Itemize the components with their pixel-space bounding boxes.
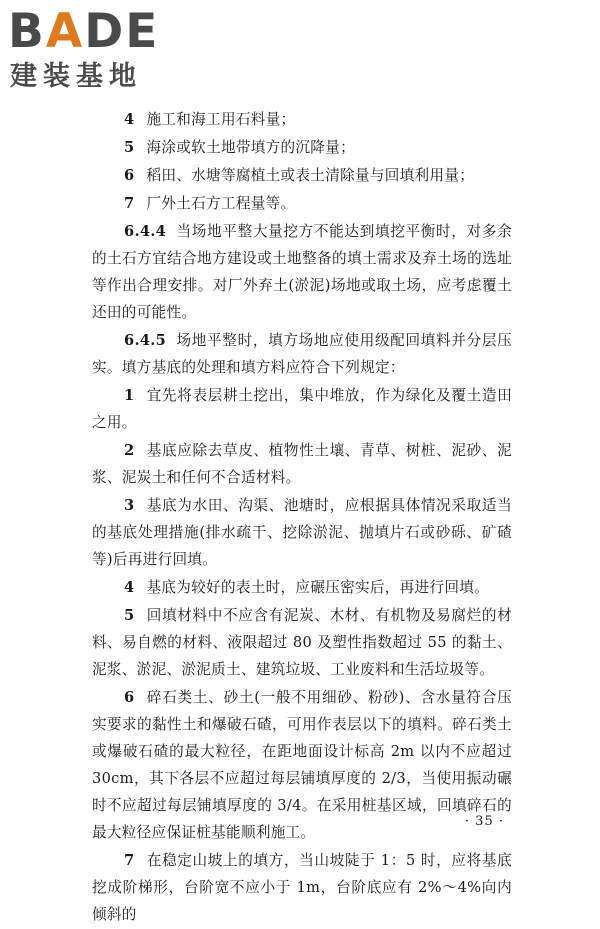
clause-number: 6.4.5	[124, 332, 167, 349]
document-body	[92, 106, 512, 929]
paragraph-text: 基底应除去草皮、植物性土壤、青草、树桩、泥砂、泥浆、泥炭土和任何不合适材料。	[92, 442, 512, 486]
logo-subtitle: 建装基地	[10, 61, 142, 92]
section-clause	[92, 327, 512, 381]
paragraph-text: 基底为较好的表土时，应碾压密实后，再进行回填。	[146, 579, 490, 596]
list-item	[92, 574, 512, 601]
list-item	[92, 134, 512, 161]
list-item	[92, 190, 512, 217]
paragraph-text: 施工和海工用石料量；	[146, 111, 296, 128]
paragraph-text: 场地平整时，填方场地应使用级配回填料并分层压实。填方基底的处理和填方料应符合下列规定：	[92, 332, 512, 376]
list-item	[92, 684, 512, 846]
item-number: 7	[124, 852, 135, 869]
paragraph-text: 回填材料中不应含有泥炭、木材、有机物及易腐烂的材料、易自燃的材料、液限超过 80 及塑性指数超过 55 的黏土、泥浆、淤泥、淤泥质土、建筑垃圾、工业废料和生活垃圾等。	[92, 607, 512, 678]
list-item	[92, 106, 512, 133]
list-item	[92, 847, 512, 928]
item-number: 5	[124, 139, 135, 156]
section-clause	[92, 218, 512, 326]
paragraph-text: 基底为水田、沟渠、池塘时，应根据具体情况采取适当的基底处理措施(排水疏干、挖除淤泥、抛填片石或砂砾、矿碴等)后再进行回填。	[92, 497, 512, 568]
paragraph-text: 碎石类土、砂土(一般不用细砂、粉砂)、含水量符合压实要求的黏性土和爆破石碴，可用作表层以下的填料。碎石类土或爆破石碴的最大粒径，在距地面设计标高 2m 以内不应超过 30cm，其下各层不应超过每层铺填厚度的 2/3，当使用振动碾时不应超过每层铺填厚度的 3/4。在采用桩基区域，回填碎石的最大粒径应保证桩基能顺利施工。	[92, 689, 512, 841]
item-number: 1	[124, 387, 135, 404]
list-item	[92, 492, 512, 573]
item-number: 4	[124, 579, 135, 596]
paragraph-text: 厂外土石方工程量等。	[146, 195, 296, 212]
list-item	[92, 162, 512, 189]
paragraph-text: 当场地平整大量挖方不能达到填挖平衡时，对多余的土石方宜结合地方建设或土地整备的填土需求及弃土场的选址等作出合理安排。对厂外弃土(淤泥)场地或取土场，应考虑覆土还田的可能性。	[92, 223, 512, 321]
item-number: 5	[124, 607, 135, 624]
list-item	[92, 602, 512, 683]
paragraph-text: 宜先将表层耕土挖出，集中堆放，作为绿化及覆土造田之用。	[92, 387, 512, 431]
item-number: 4	[124, 111, 135, 128]
bade-logo	[8, 4, 178, 96]
item-number: 7	[124, 195, 135, 212]
item-number: 2	[124, 442, 135, 459]
logo-wordmark: BADE	[8, 4, 160, 59]
paragraph-text: 海涂或软土地带填方的沉降量；	[146, 139, 355, 156]
page-number: · 35 ·	[464, 814, 504, 829]
clause-number: 6.4.4	[124, 223, 167, 240]
item-number: 6	[124, 689, 135, 706]
list-item	[92, 382, 512, 436]
item-number: 3	[124, 497, 135, 514]
paragraph-text: 在稳定山坡上的填方，当山坡陡于 1：5 时，应将基底挖成阶梯形，台阶宽不应小于 1m，台阶底应有 2%～4%向内倾斜的	[92, 852, 512, 923]
list-item	[92, 437, 512, 491]
item-number: 6	[124, 167, 135, 184]
paragraph-text: 稻田、水塘等腐植土或表土清除量与回填利用量；	[146, 167, 475, 184]
